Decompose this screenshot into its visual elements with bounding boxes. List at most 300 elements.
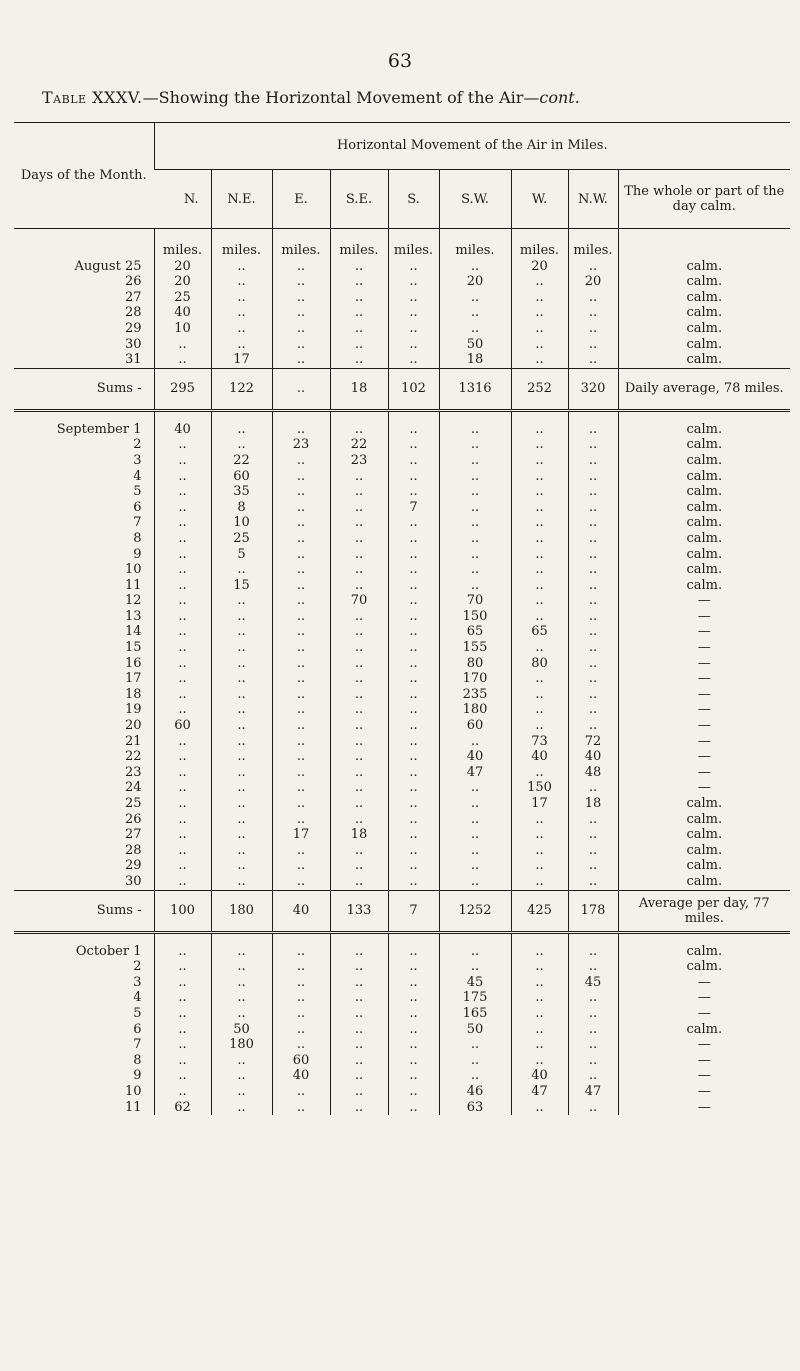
value-cell: .. [388, 827, 439, 843]
value-cell: 80 [439, 656, 511, 672]
calm-cell: calm. [618, 944, 790, 960]
value-cell: 18 [439, 352, 511, 368]
value-cell: .. [439, 1068, 511, 1084]
value-cell: .. [272, 780, 330, 796]
value-cell: .. [330, 1053, 388, 1069]
value-cell: .. [439, 422, 511, 438]
value-cell: .. [330, 702, 388, 718]
value-cell: .. [439, 305, 511, 321]
value-cell: .. [211, 609, 272, 625]
value-cell: .. [211, 975, 272, 991]
table-row [14, 321, 790, 337]
value-cell: .. [568, 990, 618, 1006]
value-cell: .. [388, 640, 439, 656]
table-row [14, 780, 790, 796]
calm-cell: — [618, 734, 790, 750]
day-label: 7 [133, 1037, 142, 1053]
value-cell: .. [272, 874, 330, 890]
value-cell: .. [272, 702, 330, 718]
continued-mark: cont. [539, 88, 580, 107]
value-cell: .. [330, 944, 388, 960]
value-cell: .. [154, 874, 211, 890]
value-cell: .. [272, 1022, 330, 1038]
value-cell: .. [154, 500, 211, 516]
value-cell: .. [568, 500, 618, 516]
value-cell: .. [154, 453, 211, 469]
value-cell: .. [568, 1100, 618, 1116]
value-cell: .. [330, 858, 388, 874]
value-cell: .. [211, 796, 272, 812]
day-label: 24 [124, 780, 142, 796]
value-cell: 40 [272, 1068, 330, 1084]
value-cell: .. [154, 843, 211, 859]
value-cell: .. [568, 780, 618, 796]
calm-cell: — [618, 593, 790, 609]
spacer-cell [568, 932, 618, 944]
calm-cell: calm. [618, 874, 790, 890]
value-cell: .. [272, 624, 330, 640]
value-cell: .. [154, 1084, 211, 1100]
value-cell: .. [211, 812, 272, 828]
value-cell: .. [272, 1006, 330, 1022]
day-label: 30 [124, 336, 142, 352]
value-cell: .. [154, 484, 211, 500]
day-label: 12 [124, 593, 142, 609]
value-cell: .. [154, 1037, 211, 1053]
table-row [14, 624, 790, 640]
value-cell: .. [511, 290, 568, 306]
calm-cell: calm. [618, 812, 790, 828]
value-cell: .. [511, 1053, 568, 1069]
value-cell: 150 [439, 609, 511, 625]
value-cell: .. [154, 749, 211, 765]
value-cell: .. [388, 858, 439, 874]
header-n: N. [154, 170, 211, 229]
value-cell: .. [272, 1084, 330, 1100]
spacer-cell [388, 410, 439, 422]
day-label: 25 [124, 796, 142, 811]
value-cell: .. [272, 484, 330, 500]
value-cell: .. [154, 687, 211, 703]
value-cell: .. [211, 656, 272, 672]
value-cell: .. [211, 765, 272, 781]
table-row [14, 290, 790, 306]
value-cell: .. [511, 843, 568, 859]
value-cell: 60 [439, 718, 511, 734]
value-cell: .. [272, 562, 330, 578]
value-cell: 47 [568, 1084, 618, 1100]
value-cell: .. [211, 858, 272, 874]
day-label: 23 [124, 764, 142, 780]
day-label: 13 [124, 608, 142, 624]
value-cell: .. [211, 944, 272, 960]
value-cell: .. [439, 321, 511, 337]
table-row [14, 1006, 790, 1022]
value-cell: .. [388, 1006, 439, 1022]
value-cell: 40 [154, 305, 211, 321]
value-cell: .. [568, 337, 618, 353]
value-cell: .. [211, 959, 272, 975]
table-row [14, 609, 790, 625]
value-cell: .. [154, 765, 211, 781]
value-cell: .. [511, 1100, 568, 1116]
day-label: 14 [124, 624, 142, 640]
value-cell: 60 [154, 718, 211, 734]
value-cell: 40 [439, 749, 511, 765]
value-cell: .. [568, 515, 618, 531]
daily-average-note: Average per day, 77 miles. [618, 890, 790, 932]
value-cell: .. [211, 1006, 272, 1022]
value-cell: .. [154, 469, 211, 485]
value-cell: .. [154, 858, 211, 874]
day-label: 30 [124, 873, 142, 889]
value-cell: .. [439, 259, 511, 275]
value-cell: .. [439, 437, 511, 453]
value-cell: .. [330, 352, 388, 368]
table-row [14, 1068, 790, 1084]
value-cell: .. [154, 337, 211, 353]
value-cell: .. [272, 812, 330, 828]
spacer-cell [439, 410, 511, 422]
value-cell: .. [388, 734, 439, 750]
calm-cell: — [618, 1053, 790, 1069]
spacer-cell [568, 410, 618, 422]
calm-cell: — [618, 1068, 790, 1084]
spacer-cell [330, 932, 388, 944]
value-cell: 62 [154, 1100, 211, 1116]
value-cell: .. [511, 437, 568, 453]
value-cell: .. [211, 1053, 272, 1069]
calm-cell: calm. [618, 858, 790, 874]
value-cell: 20 [568, 274, 618, 290]
value-cell: .. [211, 874, 272, 890]
value-cell: .. [272, 593, 330, 609]
table-row [14, 734, 790, 750]
value-cell: .. [511, 305, 568, 321]
september-section [14, 410, 790, 932]
day-label: 6 [133, 499, 142, 515]
calm-cell: — [618, 990, 790, 1006]
value-cell: .. [388, 321, 439, 337]
value-cell: 155 [439, 640, 511, 656]
value-cell: .. [388, 749, 439, 765]
value-cell: .. [568, 305, 618, 321]
value-cell: .. [439, 515, 511, 531]
day-label: 28 [124, 842, 142, 858]
value-cell: .. [568, 259, 618, 275]
value-cell: .. [272, 290, 330, 306]
value-cell: .. [388, 422, 439, 438]
value-cell: .. [272, 578, 330, 594]
table-row [14, 453, 790, 469]
day-label: 4 [133, 468, 142, 484]
value-cell: .. [439, 547, 511, 563]
day-label: 19 [124, 702, 142, 718]
sum-value: 133 [330, 890, 388, 932]
value-cell: .. [511, 671, 568, 687]
value-cell: .. [568, 609, 618, 625]
value-cell: .. [568, 1068, 618, 1084]
value-cell: .. [439, 944, 511, 960]
value-cell: .. [330, 531, 388, 547]
spacer-cell [439, 932, 511, 944]
sum-value: 18 [330, 368, 388, 410]
value-cell: .. [511, 531, 568, 547]
value-cell: .. [388, 1068, 439, 1084]
value-cell: 60 [211, 469, 272, 485]
value-cell: .. [211, 1068, 272, 1084]
value-cell: .. [511, 274, 568, 290]
value-cell: .. [211, 749, 272, 765]
units-row [14, 229, 790, 259]
value-cell: .. [511, 702, 568, 718]
spacer-cell [618, 410, 790, 422]
value-cell: .. [154, 1006, 211, 1022]
sum-value: 40 [272, 890, 330, 932]
value-cell: .. [439, 796, 511, 812]
value-cell: .. [388, 274, 439, 290]
calm-cell: calm. [618, 469, 790, 485]
sum-value: 7 [388, 890, 439, 932]
value-cell: .. [388, 975, 439, 991]
value-cell: .. [388, 578, 439, 594]
value-cell: 80 [511, 656, 568, 672]
value-cell: .. [211, 718, 272, 734]
value-cell: .. [388, 796, 439, 812]
value-cell: .. [154, 944, 211, 960]
value-cell: .. [211, 671, 272, 687]
value-cell: .. [439, 531, 511, 547]
day-label: 26 [124, 274, 142, 290]
value-cell: .. [511, 578, 568, 594]
value-cell: .. [272, 718, 330, 734]
day-label: 17 [124, 671, 142, 687]
value-cell: .. [211, 593, 272, 609]
value-cell: .. [388, 687, 439, 703]
value-cell: .. [211, 290, 272, 306]
unit-s: miles. [388, 229, 439, 259]
value-cell: .. [511, 453, 568, 469]
table-row [14, 827, 790, 843]
sum-value: 425 [511, 890, 568, 932]
value-cell: .. [154, 1068, 211, 1084]
value-cell: 8 [211, 500, 272, 516]
calm-cell: calm. [618, 547, 790, 563]
calm-cell: — [618, 1037, 790, 1053]
daily-average-note: Daily average, 78 miles. [618, 368, 790, 410]
value-cell: .. [330, 337, 388, 353]
value-cell: .. [272, 609, 330, 625]
value-cell: .. [388, 305, 439, 321]
value-cell: .. [439, 827, 511, 843]
day-label: August 25 [74, 258, 142, 274]
value-cell: .. [439, 290, 511, 306]
table-row [14, 1053, 790, 1069]
page-number: 63 [387, 50, 413, 72]
value-cell: .. [511, 515, 568, 531]
value-cell: .. [511, 1022, 568, 1038]
value-cell: .. [211, 274, 272, 290]
value-cell: .. [568, 547, 618, 563]
value-cell: .. [568, 858, 618, 874]
value-cell: .. [388, 562, 439, 578]
value-cell: .. [330, 305, 388, 321]
calm-cell: calm. [618, 515, 790, 531]
header-se: S.E. [330, 170, 388, 229]
value-cell: .. [330, 484, 388, 500]
value-cell: .. [388, 337, 439, 353]
table-row [14, 749, 790, 765]
calm-cell: calm. [618, 1022, 790, 1038]
table-row [14, 531, 790, 547]
value-cell: .. [388, 874, 439, 890]
spacer-cell [211, 410, 272, 422]
value-cell: .. [568, 718, 618, 734]
calm-cell: — [618, 1084, 790, 1100]
value-cell: .. [511, 500, 568, 516]
value-cell: .. [272, 352, 330, 368]
value-cell: .. [439, 734, 511, 750]
value-cell: .. [568, 593, 618, 609]
day-label: 10 [124, 1083, 142, 1099]
day-label: 2 [133, 959, 142, 975]
value-cell: .. [272, 1100, 330, 1116]
value-cell: 70 [439, 593, 511, 609]
day-label: 5 [133, 484, 142, 500]
table-row [14, 656, 790, 672]
value-cell: .. [330, 274, 388, 290]
value-cell: .. [388, 959, 439, 975]
value-cell: 23 [330, 453, 388, 469]
value-cell: 70 [330, 593, 388, 609]
value-cell: .. [272, 547, 330, 563]
value-cell: .. [272, 1037, 330, 1053]
value-cell: .. [330, 734, 388, 750]
value-cell: .. [272, 453, 330, 469]
value-cell: 17 [272, 827, 330, 843]
value-cell: .. [568, 453, 618, 469]
spacer-cell [511, 932, 568, 944]
value-cell: .. [211, 562, 272, 578]
value-cell: .. [211, 259, 272, 275]
value-cell: 47 [439, 765, 511, 781]
value-cell: .. [439, 484, 511, 500]
value-cell: .. [388, 812, 439, 828]
calm-cell: — [618, 975, 790, 991]
value-cell: 180 [211, 1037, 272, 1053]
unit-n: miles. [154, 229, 211, 259]
value-cell: .. [330, 469, 388, 485]
value-cell: .. [211, 687, 272, 703]
value-cell: 165 [439, 1006, 511, 1022]
calm-cell: calm. [618, 562, 790, 578]
calm-cell: — [618, 1100, 790, 1116]
calm-cell: — [618, 749, 790, 765]
value-cell: .. [272, 259, 330, 275]
value-cell: .. [272, 671, 330, 687]
value-cell: .. [388, 1084, 439, 1100]
value-cell: 170 [439, 671, 511, 687]
day-label: 22 [124, 749, 142, 765]
spacer-cell [211, 932, 272, 944]
calm-cell: — [618, 609, 790, 625]
value-cell: .. [330, 422, 388, 438]
value-cell: .. [211, 305, 272, 321]
header-w: W. [511, 170, 568, 229]
value-cell: .. [568, 640, 618, 656]
calm-cell: calm. [618, 337, 790, 353]
calm-cell: calm. [618, 843, 790, 859]
value-cell: .. [330, 640, 388, 656]
calm-cell: calm. [618, 531, 790, 547]
value-cell: .. [511, 422, 568, 438]
sums-label: Sums - [14, 890, 154, 932]
calm-cell: calm. [618, 321, 790, 337]
value-cell: .. [388, 1100, 439, 1116]
value-cell: .. [272, 515, 330, 531]
value-cell: 65 [439, 624, 511, 640]
value-cell: .. [330, 765, 388, 781]
day-label: 15 [124, 640, 142, 656]
value-cell: 20 [154, 274, 211, 290]
value-cell: .. [388, 1022, 439, 1038]
value-cell: .. [154, 547, 211, 563]
value-cell: 50 [439, 1022, 511, 1038]
september-spacer [14, 410, 790, 422]
calm-cell: calm. [618, 290, 790, 306]
value-cell: .. [568, 290, 618, 306]
table-row [14, 975, 790, 991]
value-cell: .. [330, 796, 388, 812]
calm-cell: — [618, 656, 790, 672]
day-label: 6 [133, 1021, 142, 1037]
value-cell: 10 [211, 515, 272, 531]
value-cell: .. [272, 640, 330, 656]
value-cell: .. [330, 547, 388, 563]
value-cell: .. [511, 484, 568, 500]
table-row [14, 274, 790, 290]
value-cell: .. [154, 578, 211, 594]
value-cell: .. [154, 959, 211, 975]
value-cell: 17 [211, 352, 272, 368]
table-row [14, 1037, 790, 1053]
table-row [14, 422, 790, 438]
value-cell: .. [439, 578, 511, 594]
value-cell: .. [272, 656, 330, 672]
spacer-cell [154, 932, 211, 944]
value-cell: .. [511, 858, 568, 874]
value-cell: .. [511, 547, 568, 563]
wind-movement-table [14, 122, 790, 1115]
value-cell: .. [511, 812, 568, 828]
value-cell: .. [511, 609, 568, 625]
sum-value: 295 [154, 368, 211, 410]
value-cell: .. [568, 1006, 618, 1022]
value-cell: .. [154, 531, 211, 547]
table-row [14, 765, 790, 781]
day-label: 16 [124, 655, 142, 671]
value-cell: .. [330, 812, 388, 828]
value-cell: .. [272, 959, 330, 975]
value-cell: .. [330, 515, 388, 531]
value-cell: .. [330, 671, 388, 687]
calm-cell: — [618, 671, 790, 687]
table-row [14, 1100, 790, 1116]
calm-cell: — [618, 1006, 790, 1022]
table-row [14, 1022, 790, 1038]
value-cell: .. [272, 305, 330, 321]
day-label: 18 [124, 686, 142, 702]
